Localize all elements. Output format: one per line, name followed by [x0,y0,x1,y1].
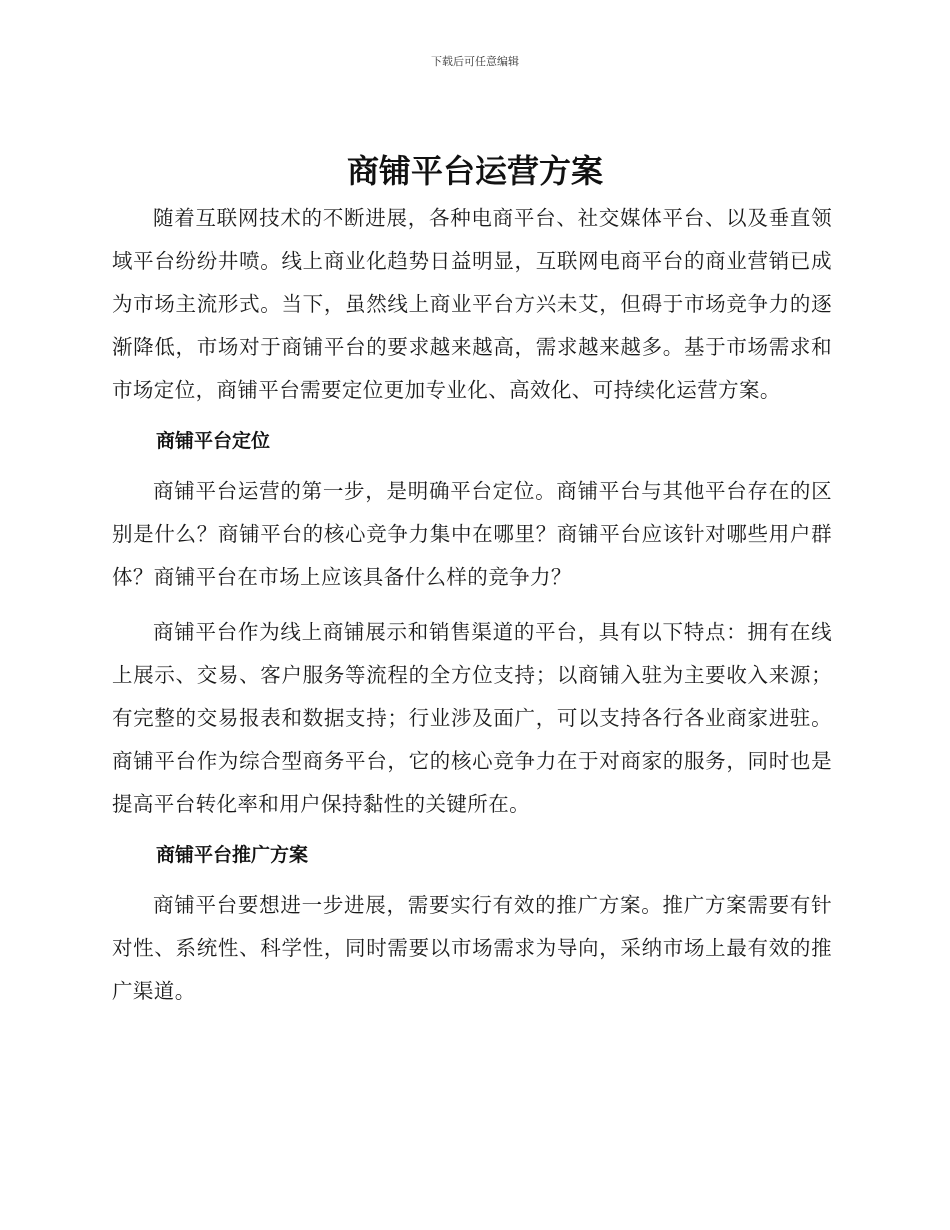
positioning-paragraph-1: 商铺平台运营的第一步，是明确平台定位。商铺平台与其他平台存在的区别是什么？商铺平台的核心竞争力集中在哪里？商铺平台应该针对哪些用户群体？商铺平台在市场上应该具备什么样的竞争力？ [112,479,832,589]
positioning-paragraph-2: 商铺平台作为线上商铺展示和销售渠道的平台，具有以下特点：拥有在线上展示、交易、客户服务等流程的全方位支持；以商铺入驻为主要收入来源；有完整的交易报表和数据支持；行业涉及面广，可以支持各行各业商家进驻。商铺平台作为综合型商务平台，它的核心竞争力在于对商家的服务，同时也是提高平台转化率和用户保持黏性的关键所在。 [112,620,832,816]
promotion-paragraph-1: 商铺平台要想进一步进展，需要实行有效的推广方案。推广方案需要有针对性、系统性、科学性，同时需要以市场需求为导向，采纳市场上最有效的推广渠道。 [112,893,832,1003]
section-heading-positioning: 商铺平台定位 [156,430,271,452]
document-title: 商铺平台运营方案 [346,152,603,190]
intro-paragraph: 随着互联网技术的不断进展，各种电商平台、社交媒体平台、以及垂直领域平台纷纷井喷。线上商业化趋势日益明显，互联网电商平台的商业营销已成为市场主流形式。当下，虽然线上商业平台方兴未艾，但碍于市场竞争力的逐渐降低，市场对于商铺平台的要求越来越高，需求越来越多。基于市场需求和市场定位，商铺平台需要定位更加专业化、高效化、可持续化运营方案。 [112,206,832,402]
page-header-note: 下载后可任意编辑 [431,55,519,68]
section-heading-promotion: 商铺平台推广方案 [156,844,309,866]
document-body [112,197,832,1013]
